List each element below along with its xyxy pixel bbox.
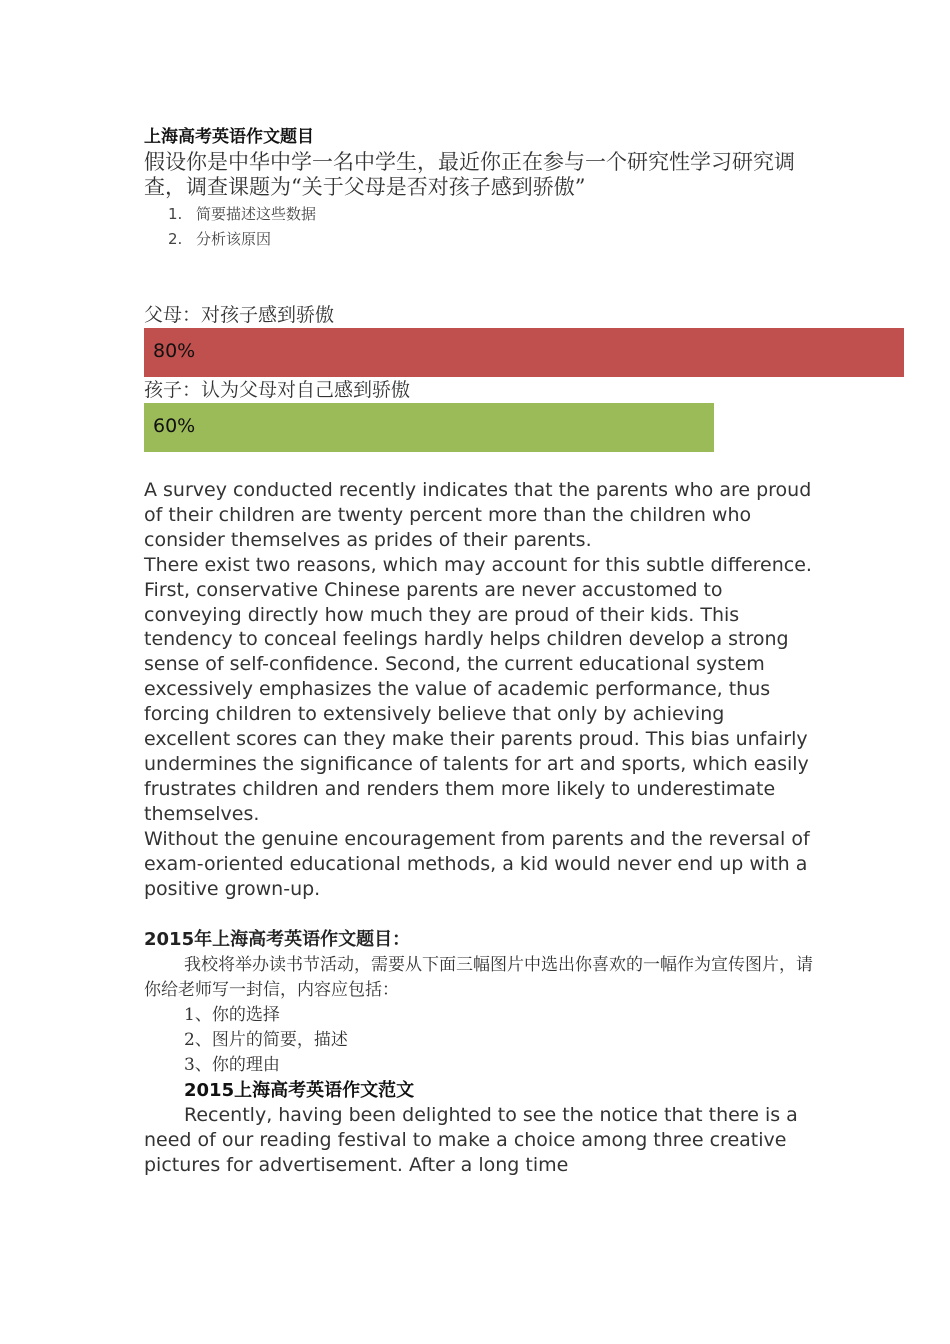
essay-paragraph: Without the genuine encouragement from parents and the reversal of exam-oriented educational methods, a kid would never end up with a positive grown-up.: [144, 827, 810, 900]
list-item: [144, 202, 814, 227]
section2-prompt: [144, 953, 814, 1003]
section1-title: 上海高考英语作文题目: [144, 127, 314, 147]
chart-category-label: 父母：对孩子感到骄傲: [144, 304, 335, 326]
chart-category-label: 孩子：认为父母对自己感到骄傲: [144, 379, 411, 401]
essay-paragraph: There exist two reasons, which may account for this subtle difference. First, conservative Chinese parents are never accustomed to conveying directly how much they are proud of their kids. This tendency to conceal feelings hardly helps children develop a strong sense of self-confidence. Second, the current educational system excessively emphasizes the value of academic performance, thus forcing children to extensively believe that only by achieving excellent scores can they make their parents proud. This bias unfairly undermines the significance of talents for art and sports, which easily frustrates children and renders them more likely to underestimate themselves.: [144, 553, 812, 825]
task-list: [144, 202, 814, 252]
survey-chart: [144, 302, 814, 452]
task-text: 简要描述这些数据: [196, 205, 317, 223]
list-item: 1、你的选择: [184, 1005, 280, 1026]
section2-title-text: 年上海高考英语作文题目：: [194, 929, 411, 951]
sample-essay-text: [144, 1103, 814, 1178]
chart-data-label: 80%: [153, 340, 196, 362]
essay-paragraph: A survey conducted recently indicates that the parents who are proud of their children are twenty percent more than the children who consider themselves as prides of their parents.: [144, 479, 812, 551]
task-number: 2.: [168, 230, 183, 248]
section2-prompt-text: 我校将举办读书节活动，需要从下面三幅图片中选出你喜欢的一幅作为宣传图片，请你给老师写一封信，内容应包括：: [144, 955, 813, 1001]
sample-essay-title: [144, 1078, 814, 1103]
sample-title-text: 上海高考英语作文范文: [234, 1080, 415, 1102]
task-text: 分析该原因: [196, 230, 272, 248]
list-item: 2、图片的简要，描述: [184, 1030, 348, 1051]
sample-essay-body: Recently, having been delighted to see the notice that there is a need of our reading festival to make a choice among three creative pictures for advertisement. After a long time: [144, 1104, 798, 1177]
section2-year: 2015: [144, 929, 195, 951]
document-page: [144, 124, 814, 1178]
section2-title: [144, 927, 814, 953]
task-number: 1.: [168, 205, 183, 223]
list-item: 3、你的理由: [184, 1055, 280, 1076]
chart-data-label: 60%: [153, 415, 196, 437]
essay1: [144, 478, 814, 901]
sample-year: 2015: [184, 1080, 235, 1102]
list-item: [144, 227, 814, 252]
chart-bar-children: [144, 403, 714, 452]
section1-intro: 假设你是中华中学一名中学生，最近你正在参与一个研究性学习研究调查，调查课题为“关于父母是否对孩子感到骄傲”: [144, 150, 795, 199]
chart-bar-parents: [144, 328, 904, 377]
